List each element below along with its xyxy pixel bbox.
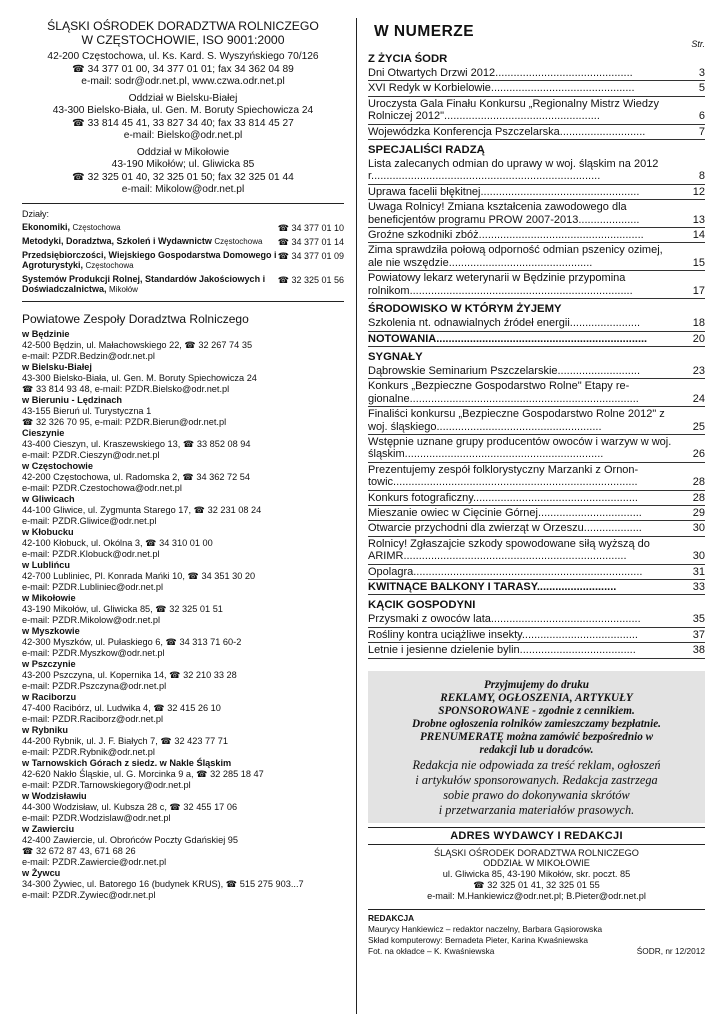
department-name: [22, 222, 121, 233]
toc-entry-page: 37: [692, 628, 705, 641]
notice-line: SPONSOROWANE - zgodnie z cennikiem.: [438, 704, 635, 717]
toc-entry-page: 26: [692, 448, 705, 461]
publisher-line: ul. Gliwicka 85, 43-190 Mikołów, skr. poczt. 85: [442, 869, 631, 880]
toc-entry: [368, 271, 705, 299]
toc-entry-page: 13: [692, 213, 705, 226]
disclaimer-line: i artykułów sponsorowanych. Redakcja zastrzega: [415, 772, 658, 787]
departments-list: [22, 222, 344, 295]
office-entry: [22, 329, 344, 362]
toc-entry: [368, 537, 705, 565]
office-line: 42-200 Częstochowa, ul. Radomska 2, ☎ 34 362 72 54: [22, 471, 250, 482]
department-row: [22, 222, 344, 233]
toc-entry-page: 25: [692, 420, 705, 433]
toc-entry: [368, 379, 705, 407]
department-name: [22, 236, 262, 247]
toc-entry: [368, 157, 705, 185]
office-line: 43-190 Mikołów, ul. Gliwicka 85, ☎ 32 325 01 51: [22, 603, 223, 614]
publisher-address: [368, 827, 705, 902]
bielsko-branch-address: Oddział w Bielsku-Białej 43-300 Bielsko-Biała, ul. Gen. M. Boruty Spiechowicza 24 ☎ 33 814 45 41, 33 827 34 40; fax 33 814 45 27 e-mail: Bielsko@odr.net.pl: [52, 92, 314, 142]
toc-entry-title: Przysmaki z owoców lata.................................................: [368, 613, 641, 626]
toc-entry-title: Letnie i jesienne dzielenie bylin......................................: [368, 644, 636, 657]
office-line: ☎ 33 814 93 48, e-mail: PZDR.Bielsko@odr.net.pl: [22, 383, 230, 394]
department-phone: ☎ 32 325 01 56: [277, 274, 344, 285]
toc-entry-title: Wojewódzka Konferencja Pszczelarska............................: [368, 125, 646, 138]
issue-number: ŚODR, nr 12/2012: [636, 945, 705, 956]
toc-entry: [368, 628, 705, 643]
office-line: e-mail: PZDR.Mikolow@odr.net.pl: [22, 614, 160, 625]
toc-entry-title: Finaliści konkursu „Bezpieczne Gospodarstwo Rolne 2012" z woj. śląskiego......................................................: [368, 408, 665, 433]
department-city: Mikołów: [109, 284, 138, 294]
toc-section-heading: Z ŻYCIA ŚODR: [368, 53, 448, 65]
toc-entry-title: Zima sprawdziła połową odporność odmian pszenicy ozimej, ale nie wszędzie...............................................: [368, 244, 663, 269]
toc-entry-title: Dni Otwartych Drzwi 2012.............................................: [368, 67, 633, 79]
office-name: w Bieruniu - Lędzinach: [22, 394, 123, 405]
office-entry: [22, 428, 344, 461]
toc-entry-title: Dąbrowskie Seminarium Pszczelarskie...........................: [368, 364, 641, 377]
department-row: [22, 250, 344, 271]
typesetting-line: Skład komputerowy: Bernadeta Pieter, Karina Kwaśniewska: [368, 934, 588, 945]
notice-line: REKLAMY, OGŁOSZENIA, ARTYKUŁY: [440, 691, 633, 704]
office-name: w Żywcu: [22, 867, 61, 878]
office-line: 42-400 Zawiercie, ul. Obrońców Poczty Gdańskiej 95: [22, 834, 239, 845]
office-entry: [22, 527, 344, 560]
divider: [22, 301, 344, 302]
office-name: w Myszkowie: [22, 625, 80, 636]
toc-entry-title: Opolagra...........................................................................: [368, 565, 643, 578]
toc-entry: [368, 435, 705, 463]
notice-line: Przyjmujemy do druku: [483, 678, 590, 691]
toc-entry-page: 7: [698, 125, 705, 138]
publisher-line: e-mail: M.Hankiewicz@odr.net.pl; B.Pieter@odr.net.pl: [427, 890, 646, 901]
office-name: w Tarnowskich Górach z siedz. w Nakle Śląskim: [22, 757, 232, 768]
toc-entry-title: Uwaga Rolnicy! Zmiana kształcenia zawodowego dla beneficjentów programu PROW 2007-2013....................: [368, 201, 640, 226]
notice-line: redakcji lub u doradców.: [479, 743, 594, 756]
office-line: 42-300 Myszków, ul. Pułaskiego 6, ☎ 34 313 71 60-2: [22, 636, 242, 647]
office-line: 47-400 Racibórz, ul. Ludwika 4, ☎ 32 415 26 10: [22, 702, 221, 713]
office-entry: [22, 560, 344, 593]
cover-photo-credit: Fot. na okładce – K. Kwaśniewska: [368, 945, 495, 956]
toc-entry: [368, 521, 705, 536]
office-line: e-mail: PZDR.Lubliniec@odr.net.pl: [22, 581, 164, 592]
toc-entry: [368, 643, 705, 658]
office-line: e-mail: PZDR.Bedzin@odr.net.pl: [22, 350, 155, 361]
editor-line: Maurycy Hankiewicz – redaktor naczelny, Barbara Gąsiorowska: [368, 923, 603, 934]
disclaimer-line: Redakcja nie odpowiada za treść reklam, ogłoszeń: [412, 757, 661, 772]
toc-entry: [368, 612, 705, 627]
office-line: e-mail: PZDR.Wodzislaw@odr.net.pl: [22, 812, 171, 823]
office-line: 43-155 Bieruń ul. Turystyczna 1: [22, 405, 152, 416]
toc-entry-title: KWITNĄCE BALKONY I TARASY..........................: [368, 581, 617, 593]
office-entry: [22, 494, 344, 527]
publisher-title: ADRES WYDAWCY I REDAKCJI: [368, 827, 705, 845]
office-line: 44-200 Rybnik, ul. J. F. Białych 7, ☎ 32 423 77 71: [22, 735, 229, 746]
toc-entry-title: Mieszanie owiec w Cięcinie Górnej..................................: [368, 506, 642, 519]
editorial-staff: [368, 909, 705, 957]
office-name: w Będzinie: [22, 328, 70, 339]
office-entry: [22, 626, 344, 659]
toc-entry-title: Uprawa facelii błękitnej....................................................: [368, 185, 640, 198]
toc-entry: [368, 81, 705, 96]
office-entry: [22, 692, 344, 725]
office-line: e-mail: PZDR.Raciborz@odr.net.pl: [22, 713, 164, 724]
toc-entry-page: 18: [692, 317, 705, 330]
office-line: e-mail: PZDR.Gliwice@odr.net.pl: [22, 515, 157, 526]
toc-entry-page: 29: [692, 506, 705, 519]
office-entry: [22, 461, 344, 494]
table-of-contents: [368, 52, 705, 659]
toc-entry-page: 20: [692, 332, 705, 345]
toc-entry-title: Powiatowy lekarz weterynarii w Będzinie przypomina rolnikom.........................................................................: [368, 272, 633, 297]
toc-entry: [368, 66, 705, 81]
org-name: ŚLĄSKI OŚRODEK DORADZTWA ROLNICZEGO W CZĘSTOCHOWIE, ISO 9001:2000: [47, 19, 319, 47]
department-title: Przedsiębiorczości, Wiejskiego Gospodarstwa Domowego i Agroturystyki,: [22, 249, 277, 270]
toc-entry: [368, 125, 705, 140]
office-name: w Bielsku-Białej: [22, 361, 92, 372]
toc-entry-title: Lista zalecanych odmian do uprawy w woj. śląskim na 2012 r...........................................................................: [368, 158, 659, 183]
toc-entry: [368, 243, 705, 271]
toc-entry-title: Groźne szkodniki zbóż......................................................: [368, 229, 644, 242]
department-name: [22, 274, 278, 295]
toc-section-heading: SYGNAŁY: [368, 350, 423, 363]
office-entry: [22, 791, 344, 824]
office-line: e-mail: PZDR.Tarnowskiegory@odr.net.pl: [22, 779, 191, 790]
office-line: 43-400 Cieszyn, ul. Kraszewskiego 13, ☎ 33 852 08 94: [22, 438, 251, 449]
toc-entry: [368, 580, 705, 595]
toc-entry-title: Otwarcie przychodni dla zwierząt w Orzeszu...................: [368, 522, 642, 535]
office-line: e-mail: PZDR.Pszczyna@odr.net.pl: [22, 680, 167, 691]
toc-entry-page: 6: [698, 110, 705, 123]
office-name: w Gliwicach: [22, 493, 75, 504]
office-entry: [22, 395, 344, 428]
office-entry: [22, 758, 344, 791]
office-line: 42-100 Kłobuck, ul. Okólna 3, ☎ 34 310 01 00: [22, 537, 213, 548]
department-title: Systemów Produkcji Rolnej, Standardów Jakościowych i Doświadczalnictwa,: [22, 273, 266, 294]
toc-entry: [368, 200, 705, 228]
notice-line: PRENUMERATĘ można zamówić bezpośrednio w: [419, 730, 654, 743]
publisher-line: ŚLĄSKI OŚRODEK DORADZTWA ROLNICZEGO: [434, 847, 639, 858]
toc-entry-title: Prezentujemy zespół folklorystyczny Marzanki z Ornon- towic................................................................................: [368, 463, 639, 489]
office-name: w Kłobucku: [22, 526, 74, 537]
department-row: [22, 274, 344, 295]
office-line: e-mail: PZDR.Czestochowa@odr.net.pl: [22, 482, 182, 493]
toc-entry-title: Uroczysta Gala Finału Konkursu „Regionalny Mistrz Wiedzy Rolniczej 2012"...................................................: [368, 97, 659, 123]
toc-entry-page: 33: [692, 581, 705, 593]
toc-entry-title: Konkurs „Bezpieczne Gospodarstwo Rolne" Etapy re- gionalne...........................................................................: [368, 380, 639, 405]
toc-entry: [368, 364, 705, 379]
toc-entry: [368, 506, 705, 521]
office-entry: [22, 824, 344, 868]
contact-column: [22, 20, 344, 901]
toc-entry: [368, 565, 705, 580]
office-line: 42-700 Lubliniec, Pl. Konrada Mańki 10, ☎ 34 351 30 20: [22, 570, 256, 581]
pzdr-office-list: [22, 329, 344, 901]
toc-entry: [368, 491, 705, 506]
toc-entry-page: 17: [692, 284, 705, 297]
toc-entry: [368, 332, 705, 347]
toc-entry: [368, 463, 705, 491]
toc-entry-page: 38: [692, 644, 705, 657]
toc-entry-page: 30: [692, 550, 705, 563]
office-entry: [22, 593, 344, 626]
department-city: Częstochowa: [85, 260, 134, 270]
department-city: Częstochowa: [72, 222, 121, 232]
publisher-line: ODDZIAŁ W MIKOŁOWIE: [483, 858, 590, 869]
department-title: Metodyki, Doradztwa, Szkoleń i Wydawnictw: [22, 235, 212, 246]
toc-section-heading: ŚRODOWISKO W KTÓRYM ŻYJEMY: [368, 303, 562, 316]
department-phone: ☎ 34 377 01 14: [277, 236, 344, 247]
office-line: ☎ 32 672 87 43, 671 68 26: [22, 845, 136, 856]
publisher-line: ☎ 32 325 01 41, 32 325 01 55: [473, 880, 600, 891]
office-name: w Rybniku: [22, 724, 68, 735]
toc-entry-title: NOTOWANIA.....................................................................: [368, 332, 648, 345]
disclaimer-line: sobie prawo do dokonywania skrótów: [443, 787, 630, 802]
toc-entry: [368, 407, 705, 435]
office-line: e-mail: PZDR.Cieszyn@odr.net.pl: [22, 449, 160, 460]
toc-entry-title: Konkurs fotograficzny......................................................: [368, 491, 638, 504]
office-entry: [22, 362, 344, 395]
office-line: 34-300 Żywiec, ul. Batorego 16 (budynek KRUS), ☎ 515 275 903...7: [22, 878, 304, 889]
toc-entry: [368, 185, 705, 200]
office-entry: [22, 725, 344, 758]
toc-entry: [368, 97, 705, 125]
toc-entry-title: Rośliny kontra uciążliwe insekty......................................: [368, 628, 638, 641]
office-line: 43-300 Bielsko-Biała, ul. Gen. M. Boruty Spiechowicza 24: [22, 372, 257, 383]
toc-entry: [368, 228, 705, 243]
office-name: w Wodzisławiu: [22, 790, 87, 801]
office-line: e-mail: PZDR.Myszkow@odr.net.pl: [22, 647, 165, 658]
department-phone: ☎ 34 377 01 09: [277, 250, 344, 261]
office-name: Cieszynie: [22, 427, 65, 438]
column-divider: [356, 18, 357, 1014]
toc-entry-page: 5: [698, 82, 705, 95]
toc-entry-page: 30: [692, 522, 705, 535]
office-line: 44-300 Wodzisław, ul. Kubsza 28 c, ☎ 32 455 17 06: [22, 801, 238, 812]
divider: [22, 203, 344, 204]
editorial-heading: REDAKCJA: [368, 912, 415, 923]
office-line: e-mail: PZDR.Rybnik@odr.net.pl: [22, 746, 155, 757]
disclaimer-line: i przetwarzania materiałów prasowych.: [438, 802, 635, 817]
footer-row: [368, 946, 705, 957]
toc-entry: [368, 316, 705, 331]
office-line: 43-200 Pszczyna, ul. Kopernika 14, ☎ 32 210 33 28: [22, 669, 237, 680]
office-line: e-mail: PZDR.Zywiec@odr.net.pl: [22, 889, 156, 900]
toc-entry-title: Rolnicy! Zgłaszajcie szkody spowodowane siłą wyższą do ARIMR.........................................................................: [368, 537, 650, 563]
office-name: w Pszczynie: [22, 658, 76, 669]
toc-entry-page: 23: [692, 364, 705, 377]
office-name: w Raciborzu: [22, 691, 77, 702]
office-entry: [22, 659, 344, 692]
mikolow-branch-address: Oddział w Mikołowie 43-190 Mikołów; ul. Gliwicka 85 ☎ 32 325 01 40, 32 325 01 50; fax 32 325 01 44 e-mail: Mikolow@odr.net.pl: [72, 146, 294, 196]
pzdr-title: Powiatowe Zespoły Doradztwa Rolniczego: [22, 311, 249, 326]
office-name: w Częstochowie: [22, 460, 93, 471]
office-name: w Zawierciu: [22, 823, 75, 834]
department-city: Częstochowa: [214, 236, 263, 246]
office-line: e-mail: PZDR.Klobuck@odr.net.pl: [22, 548, 160, 559]
office-line: 44-100 Gliwice, ul. Zygmunta Starego 17, ☎ 32 231 08 24: [22, 504, 262, 515]
toc-entry-title: XVI Redyk w Korbielowie...............................................: [368, 82, 635, 95]
toc-entry-page: 24: [692, 392, 705, 405]
contents-title: W NUMERZE: [374, 23, 475, 40]
department-phone: ☎ 34 377 01 10: [277, 222, 344, 233]
office-name: w Lublińcu: [22, 559, 70, 570]
office-line: 42-620 Nakło Śląskie, ul. G. Morcinka 9 a, ☎ 32 285 18 47: [22, 768, 264, 779]
office-entry: [22, 868, 344, 901]
notice-line: Drobne ogłoszenia rolników zamieszczamy bezpłatnie.: [412, 717, 661, 730]
office-line: ☎ 32 326 70 95, e-mail: PZDR.Bierun@odr.net.pl: [22, 416, 227, 427]
page-column-label: Str.: [691, 39, 705, 49]
office-name: w Mikołowie: [22, 592, 76, 603]
department-title: Ekonomiki,: [22, 221, 71, 232]
contents-column: [368, 20, 705, 957]
toc-entry-page: 35: [692, 613, 705, 626]
toc-entry-page: 14: [692, 229, 705, 242]
toc-entry-page: 12: [692, 185, 705, 198]
toc-entry-page: 8: [698, 170, 705, 183]
office-line: 42-500 Będzin, ul. Małachowskiego 22, ☎ 32 267 74 35: [22, 339, 253, 350]
department-row: [22, 236, 344, 247]
toc-entry-page: 28: [692, 476, 705, 489]
departments-label: Działy:: [22, 208, 50, 219]
toc-entry-title: Wstępnie uznane grupy producentów owoców i warzyw w woj. śląskim.................................................................: [368, 435, 672, 461]
toc-section-heading: KĄCIK GOSPODYNI: [368, 599, 476, 612]
toc-entry-title: Szkolenia nt. odnawialnych źródeł energii.......................: [368, 317, 641, 330]
hq-address: 42-200 Częstochowa, ul. Ks. Kard. S. Wyszyńskiego 70/126 ☎ 34 377 01 00, 34 377 01 01; fax 34 362 04 89 e-mail: sodr@odr.net.pl, www.czwa.odr.net.pl: [47, 51, 319, 88]
toc-entry-page: 31: [692, 565, 705, 578]
toc-section-heading: SPECJALIŚCI RADZĄ: [368, 144, 485, 157]
department-name: [22, 250, 278, 271]
advertising-notice: [368, 671, 705, 823]
toc-entry-page: 28: [692, 491, 705, 504]
office-line: e-mail: PZDR.Zawiercie@odr.net.pl: [22, 856, 167, 867]
toc-entry-page: 3: [698, 67, 705, 79]
toc-entry-page: 15: [692, 256, 705, 269]
